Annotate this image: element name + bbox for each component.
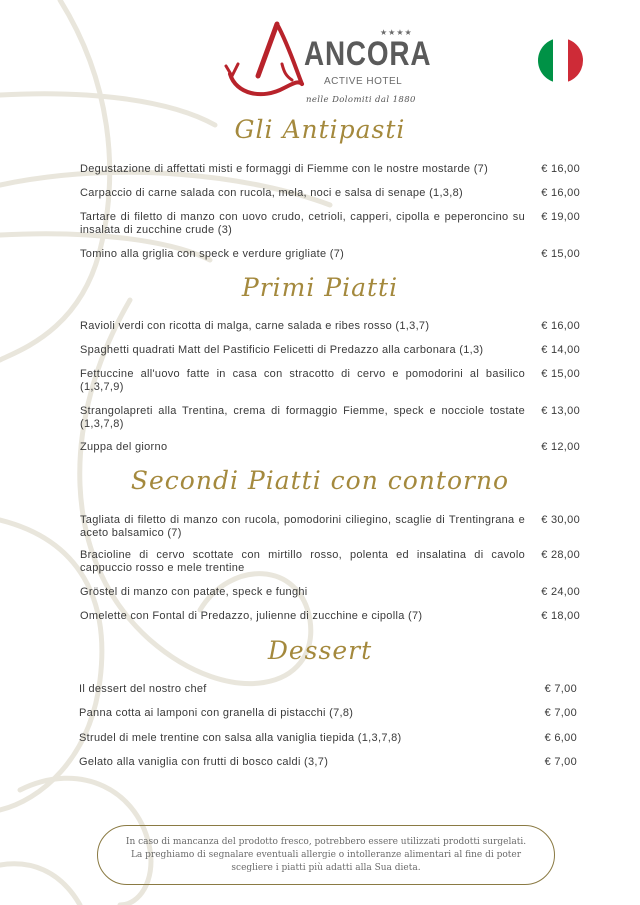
item-price: € 14,00 (541, 344, 580, 356)
item-name: Strangolapreti alla Trentina, crema di formaggio Fiemme, speck e nocciole tostate (1,3,7,8) (80, 405, 525, 430)
flag-stripe-white (553, 38, 568, 83)
menu-item (80, 368, 580, 394)
item-name: Strudel di mele trentine con salsa alla vaniglia tiepida (1,3,7,8) (79, 732, 402, 744)
menu-item (80, 344, 580, 357)
menu-item (80, 187, 580, 200)
item-price: € 7,00 (544, 707, 577, 719)
menu-item (79, 732, 577, 745)
flag-stripe-red (568, 38, 583, 83)
item-name: Fettuccine all'uovo fatte in casa con stracotto di cervo e pomodorini al basilico (1,3,7,9) (80, 368, 525, 393)
item-name: Ravioli verdi con ricotta di malga, carne salada e ribes rosso (1,3,7) (80, 320, 430, 332)
item-price: € 13,00 (541, 405, 580, 417)
item-name: Gröstel di manzo con patate, speck e funghi (80, 586, 308, 598)
menu-item (79, 707, 577, 720)
item-price: € 15,00 (541, 248, 580, 260)
menu-item (80, 405, 580, 431)
hotel-subtitle: ACTIVE HOTEL (324, 76, 403, 87)
item-price: € 16,00 (541, 320, 580, 332)
menu-item (80, 441, 580, 454)
menu-item (80, 320, 580, 333)
item-price: € 7,00 (544, 683, 577, 695)
item-name: Zuppa del giorno (80, 441, 168, 453)
item-name: Bracioline di cervo scottate con mirtillo rosso, polenta ed insalatina di cavolo cappuccio rosso e mele trentine (80, 549, 525, 574)
item-name: Tagliata di filetto di manzo con rucola, pomodorini ciliegino, scaglie di Trentingrana e aceto balsamico (7) (80, 514, 525, 539)
notice-line: La preghiamo di segnalare eventuali allergie o intolleranze alimentari al fine di poter (130, 850, 522, 860)
anchor-sail-logo-icon (222, 14, 306, 104)
hotel-name: ANCORA (304, 35, 432, 73)
section-title-primi: Primi Piatti (241, 273, 399, 302)
menu-item (80, 514, 580, 540)
item-price: € 15,00 (541, 368, 580, 380)
item-name: Tartare di filetto di manzo con uovo crudo, cetrioli, capperi, cipolla e peperoncino su insalata di zucchine crude (3) (80, 211, 525, 236)
flag-stripe-green (538, 38, 553, 83)
item-price: € 18,00 (541, 610, 580, 622)
hotel-logo (222, 14, 432, 106)
menu-item (80, 211, 580, 237)
italian-flag-icon[interactable] (538, 38, 583, 83)
item-name: Tomino alla griglia con speck e verdure grigliate (7) (80, 248, 345, 260)
item-price: € 16,00 (541, 187, 580, 199)
item-price: € 30,00 (541, 514, 580, 526)
item-price: € 19,00 (541, 211, 580, 223)
item-name: Omelette con Fontal di Predazzo, julienne di zucchine e cipolla (7) (80, 610, 423, 622)
hotel-tagline: nelle Dolomiti dal 1880 (306, 95, 416, 105)
notice-line: In caso di mancanza del prodotto fresco, potrebbero essere utilizzati prodotti surgelati. (125, 837, 527, 847)
item-price: € 12,00 (541, 441, 580, 453)
menu-item (79, 683, 577, 696)
item-name: Carpaccio di carne salada con rucola, mela, noci e salsa di senape (1,3,8) (80, 187, 463, 199)
menu-item (80, 610, 580, 623)
item-price: € 16,00 (541, 163, 580, 175)
menu-item (80, 586, 580, 599)
notice-line: scegliere i piatti più adatti alla Sua dieta. (231, 863, 421, 873)
menu-item (79, 756, 577, 769)
item-name: Spaghetti quadrati Matt del Pastificio Felicetti di Predazzo alla carbonara (1,3) (80, 344, 484, 356)
item-name: Il dessert del nostro chef (79, 683, 207, 695)
menu-item (80, 163, 580, 176)
item-name: Gelato alla vaniglia con frutti di bosco caldi (3,7) (79, 756, 329, 768)
section-title-secondi: Secondi Piatti con contorno (130, 466, 510, 495)
allergy-notice (97, 825, 555, 885)
section-title-dessert: Dessert (267, 636, 373, 665)
menu-item (80, 549, 580, 575)
menu-item (80, 248, 580, 261)
item-price: € 28,00 (541, 549, 580, 561)
item-name: Degustazione di affettati misti e formaggi di Fiemme con le nostre mostarde (7) (80, 163, 489, 175)
item-price: € 24,00 (541, 586, 580, 598)
section-title-antipasti: Gli Antipasti (234, 115, 406, 144)
item-name: Panna cotta ai lamponi con granella di pistacchi (7,8) (79, 707, 354, 719)
item-price: € 7,00 (544, 756, 577, 768)
hotel-stars: ★★★★ (380, 28, 413, 37)
item-price: € 6,00 (544, 732, 577, 744)
